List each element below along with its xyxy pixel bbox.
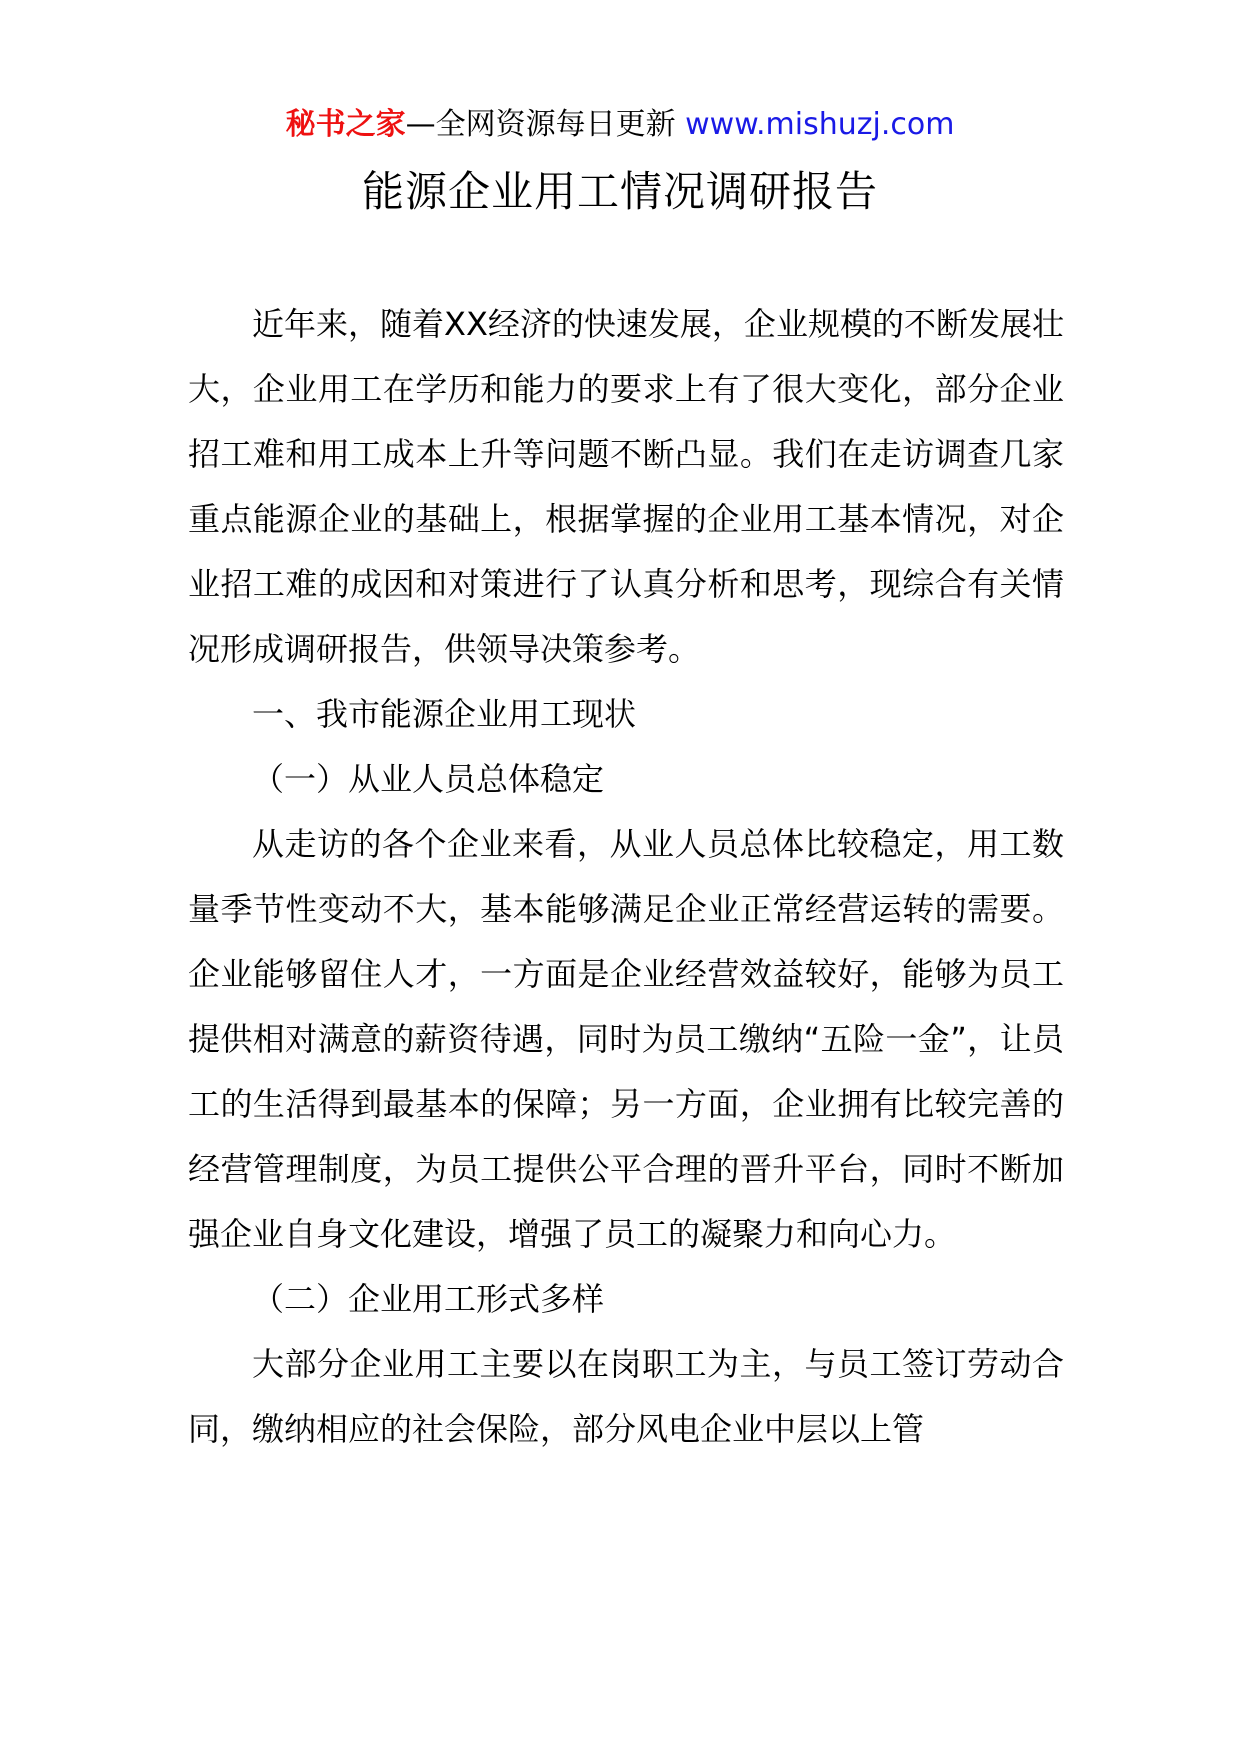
header-slogan: —全网资源每日更新 <box>405 107 686 142</box>
section-heading-1: 一、我市能源企业用工现状 <box>252 695 637 733</box>
body-paragraph-1: 从走访的各个企业来看，从业人员总体比较稳定，用工数量季节性变动不大，基本能够满足企业正常经营运转的需要。企业能够留住人才，一方面是企业经营效益较好，能够为员工提供相对满意的薪资待遇，同时为员工缴纳“五险一金”，让员工的生活得到最基本的保障；另一方面，企业拥有比较完善的经营管理制度，为员工提供公平合理的晋升平台，同时不断加强企业自身文化建设，增强了员工的凝聚力和向心力。 <box>188 825 1064 1253</box>
intro-paragraph: 近年来，随着XX经济的快速发展，企业规模的不断发展壮大，企业用工在学历和能力的要求上有了很大变化，部分企业招工难和用工成本上升等问题不断凸显。我们在走访调查几家重点能源企业的基础上，根据掌握的企业用工基本情况，对企业招工难的成因和对策进行了认真分析和思考，现综合有关情况形成调研报告，供领导决策参考。 <box>188 305 1064 668</box>
header-brand: 秘书之家 <box>285 107 406 142</box>
document-title: 能源企业用工情况调研报告 <box>361 167 878 216</box>
header-url-link[interactable]: www.mishuzj.com <box>685 107 955 142</box>
subsection-heading-1: （一）从业人员总体稳定 <box>252 760 605 798</box>
subsection-heading-2: （二）企业用工形式多样 <box>252 1280 605 1318</box>
page-header <box>0 100 1240 150</box>
document-body <box>188 292 1064 1462</box>
body-paragraph-2: 大部分企业用工主要以在岗职工为主，与员工签订劳动合同，缴纳相应的社会保险，部分风电企业中层以上管 <box>188 1345 1064 1448</box>
